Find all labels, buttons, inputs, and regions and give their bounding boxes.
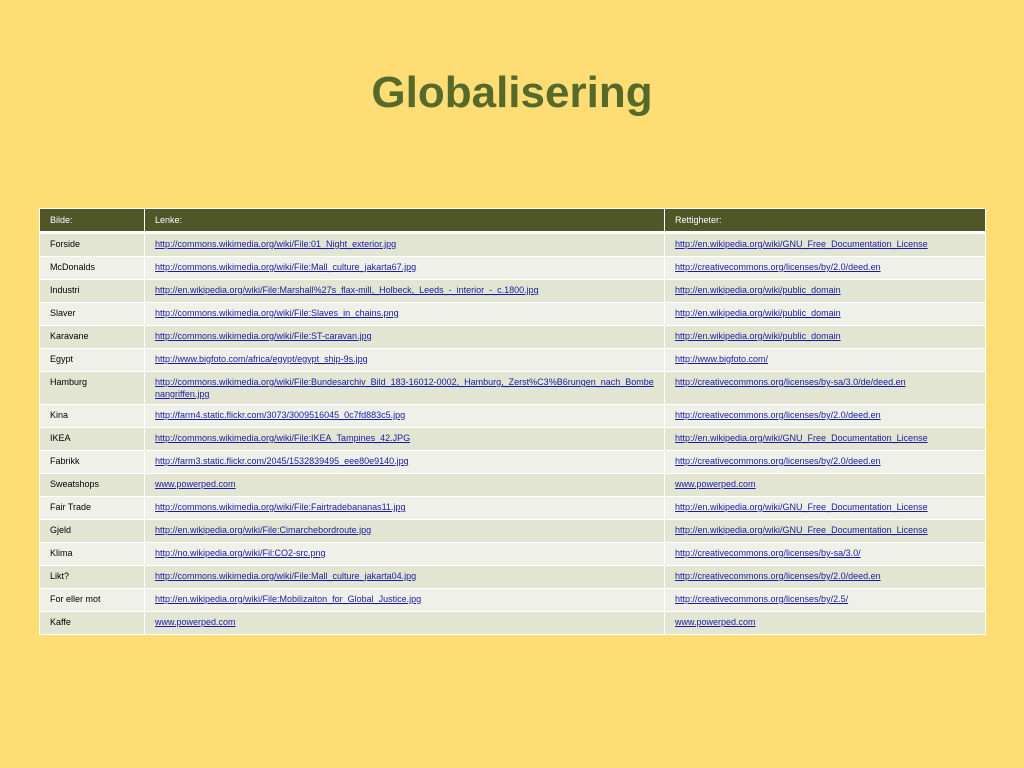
image-link[interactable]: http://commons.wikimedia.org/wiki/File:Bundesarchiv_Bild_183-16012-0002,_Hamburg,_Zerst%C3%B6rungen_nach_Bombenangriffen.jpg <box>155 377 654 399</box>
cell-lenke <box>145 612 665 635</box>
image-link[interactable]: http://commons.wikimedia.org/wiki/File:IKEA_Tampines_42.JPG <box>155 433 411 443</box>
cell-bilde: IKEA <box>40 428 145 451</box>
cell-lenke <box>145 280 665 303</box>
license-link[interactable]: http://en.wikipedia.org/wiki/public_domain <box>675 285 841 295</box>
cell-bilde: McDonalds <box>40 257 145 280</box>
image-link[interactable]: http://en.wikipedia.org/wiki/File:Mobilizaiton_for_Global_Justice.jpg <box>155 594 422 604</box>
cell-bilde: Hamburg <box>40 372 145 405</box>
cell-rettigheter <box>665 372 986 405</box>
cell-bilde: Klima <box>40 543 145 566</box>
cell-bilde: Slaver <box>40 303 145 326</box>
cell-lenke <box>145 257 665 280</box>
table-row <box>40 303 986 326</box>
slide-title: Globalisering <box>371 68 653 117</box>
table-row <box>40 497 986 520</box>
cell-rettigheter <box>665 280 986 303</box>
cell-rettigheter <box>665 451 986 474</box>
cell-rettigheter <box>665 233 986 257</box>
license-link[interactable]: http://en.wikipedia.org/wiki/public_domain <box>675 331 841 341</box>
table-row <box>40 428 986 451</box>
license-link[interactable]: http://en.wikipedia.org/wiki/GNU_Free_Documentation_License <box>675 433 928 443</box>
image-link[interactable]: http://commons.wikimedia.org/wiki/File:Mall_culture_jakarta67.jpg <box>155 262 417 272</box>
cell-lenke <box>145 451 665 474</box>
cell-lenke <box>145 520 665 543</box>
cell-bilde: Gjeld <box>40 520 145 543</box>
table-row <box>40 326 986 349</box>
table-row <box>40 566 986 589</box>
cell-bilde: Fabrikk <box>40 451 145 474</box>
license-link[interactable]: http://en.wikipedia.org/wiki/public_domain <box>675 308 841 318</box>
table-row <box>40 612 986 635</box>
cell-rettigheter <box>665 257 986 280</box>
cell-bilde: Forside <box>40 233 145 257</box>
license-link[interactable]: http://en.wikipedia.org/wiki/GNU_Free_Documentation_License <box>675 239 928 249</box>
license-link[interactable]: www.powerped.com <box>675 617 756 627</box>
license-link[interactable]: www.powerped.com <box>675 479 756 489</box>
cell-rettigheter <box>665 520 986 543</box>
license-link[interactable]: http://creativecommons.org/licenses/by-sa/3.0/de/deed.en <box>675 377 906 387</box>
cell-rettigheter <box>665 497 986 520</box>
cell-rettigheter <box>665 612 986 635</box>
cell-lenke <box>145 474 665 497</box>
table-row <box>40 520 986 543</box>
image-link[interactable]: http://commons.wikimedia.org/wiki/File:ST-caravan.jpg <box>155 331 372 341</box>
header-bilde: Bilde: <box>40 209 145 233</box>
image-link[interactable]: http://commons.wikimedia.org/wiki/File:Mall_culture_jakarta04.jpg <box>155 571 417 581</box>
cell-rettigheter <box>665 543 986 566</box>
cell-lenke <box>145 233 665 257</box>
license-link[interactable]: http://en.wikipedia.org/wiki/GNU_Free_Documentation_License <box>675 502 928 512</box>
license-link[interactable]: http://creativecommons.org/licenses/by/2.0/deed.en <box>675 410 881 420</box>
cell-bilde: Kaffe <box>40 612 145 635</box>
table-row <box>40 589 986 612</box>
header-rettigheter: Rettigheter: <box>665 209 986 233</box>
cell-bilde: Sweatshops <box>40 474 145 497</box>
cell-lenke <box>145 428 665 451</box>
table-row <box>40 543 986 566</box>
cell-lenke <box>145 303 665 326</box>
cell-bilde: Kina <box>40 405 145 428</box>
cell-rettigheter <box>665 566 986 589</box>
cell-rettigheter <box>665 428 986 451</box>
image-link[interactable]: www.powerped.com <box>155 617 236 627</box>
license-link[interactable]: http://creativecommons.org/licenses/by/2.5/ <box>675 594 849 604</box>
cell-rettigheter <box>665 589 986 612</box>
table-row <box>40 233 986 257</box>
image-link[interactable]: http://farm4.static.flickr.com/3073/3009516045_0c7fd883c5.jpg <box>155 410 406 420</box>
image-link[interactable]: http://farm3.static.flickr.com/2045/1532839495_eee80e9140.jpg <box>155 456 409 466</box>
image-link[interactable]: http://commons.wikimedia.org/wiki/File:Fairtradebananas11.jpg <box>155 502 406 512</box>
license-link[interactable]: http://www.bigfoto.com/ <box>675 354 769 364</box>
header-lenke: Lenke: <box>145 209 665 233</box>
image-link[interactable]: http://commons.wikimedia.org/wiki/File:01_Night_exterior.jpg <box>155 239 397 249</box>
cell-bilde: Likt? <box>40 566 145 589</box>
cell-rettigheter <box>665 405 986 428</box>
cell-lenke <box>145 405 665 428</box>
image-link[interactable]: http://en.wikipedia.org/wiki/File:Cimarchebordroute.jpg <box>155 525 372 535</box>
image-link[interactable]: http://no.wikipedia.org/wiki/Fil:CO2-src.png <box>155 548 326 558</box>
table-row <box>40 372 986 405</box>
cell-lenke <box>145 349 665 372</box>
image-link[interactable]: http://en.wikipedia.org/wiki/File:Marshall%27s_flax-mill,_Holbeck,_Leeds_-_interior_-_c.1800.jpg <box>155 285 539 295</box>
cell-lenke <box>145 589 665 612</box>
cell-lenke <box>145 543 665 566</box>
cell-bilde: Karavane <box>40 326 145 349</box>
license-link[interactable]: http://creativecommons.org/licenses/by/2.0/deed.en <box>675 571 881 581</box>
license-link[interactable]: http://en.wikipedia.org/wiki/GNU_Free_Documentation_License <box>675 525 928 535</box>
table-row <box>40 257 986 280</box>
table-row <box>40 405 986 428</box>
cell-lenke <box>145 372 665 405</box>
table-header-row <box>40 209 986 233</box>
image-credits-table <box>39 208 986 635</box>
cell-lenke <box>145 326 665 349</box>
table-row <box>40 280 986 303</box>
cell-bilde: Industri <box>40 280 145 303</box>
license-link[interactable]: http://creativecommons.org/licenses/by-sa/3.0/ <box>675 548 861 558</box>
cell-rettigheter <box>665 303 986 326</box>
table-row <box>40 474 986 497</box>
table-row <box>40 349 986 372</box>
cell-lenke <box>145 566 665 589</box>
image-link[interactable]: http://commons.wikimedia.org/wiki/File:Slaves_in_chains.png <box>155 308 399 318</box>
cell-rettigheter <box>665 326 986 349</box>
table-row <box>40 451 986 474</box>
image-link[interactable]: www.powerped.com <box>155 479 236 489</box>
cell-bilde: Egypt <box>40 349 145 372</box>
cell-rettigheter <box>665 474 986 497</box>
image-link[interactable]: http://www.bigfoto.com/africa/egypt/egypt_ship-9s.jpg <box>155 354 368 364</box>
license-link[interactable]: http://creativecommons.org/licenses/by/2.0/deed.en <box>675 456 881 466</box>
cell-bilde: Fair Trade <box>40 497 145 520</box>
license-link[interactable]: http://creativecommons.org/licenses/by/2.0/deed.en <box>675 262 881 272</box>
cell-rettigheter <box>665 349 986 372</box>
cell-lenke <box>145 497 665 520</box>
cell-bilde: For eller mot <box>40 589 145 612</box>
